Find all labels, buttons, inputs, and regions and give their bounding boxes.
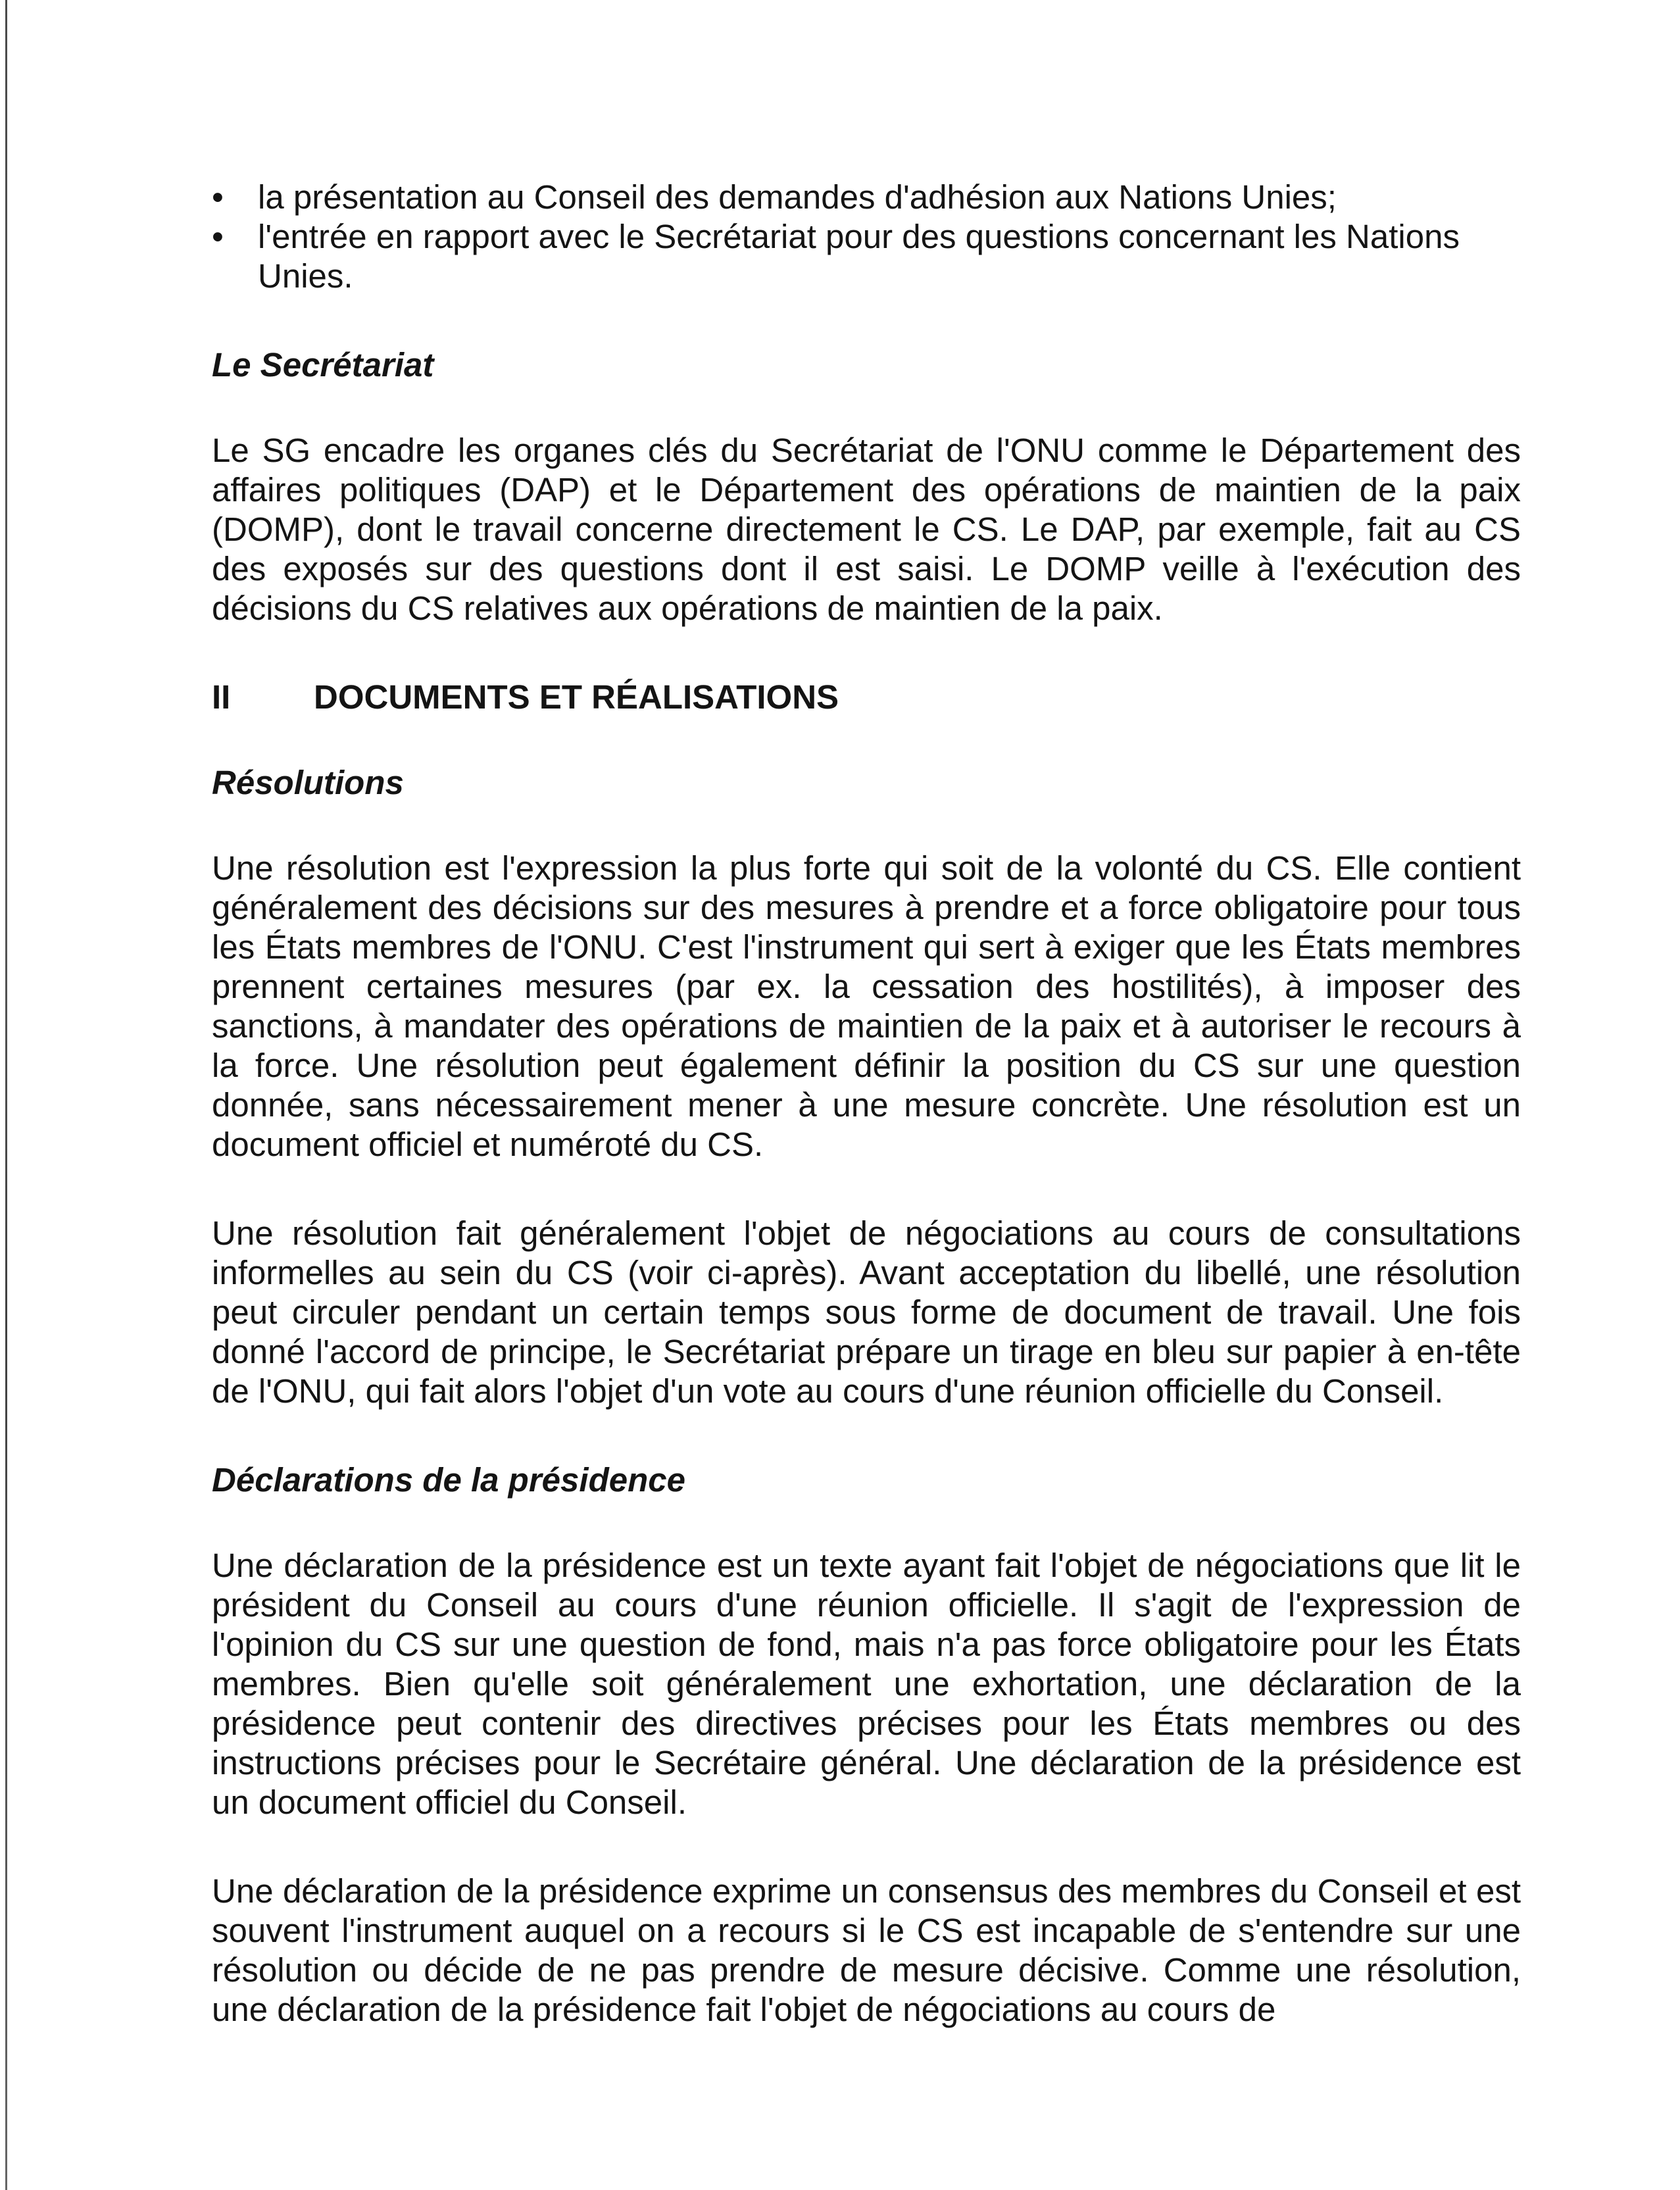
- declarations-paragraph: Une déclaration de la présidence exprime un consensus des membres du Conseil et est souvent l'instrument auquel on a recours si le CS est incapable de s'entendre sur une résolution ou décide de ne pas prendre de mesure décisive. Comme une résolution, une déclaration de la présidence fait l'objet de négociations au cours de: [212, 1872, 1521, 2028]
- secretariat-heading: Le Secrétariat: [212, 346, 434, 384]
- declarations-heading: Déclarations de la présidence: [212, 1461, 685, 1499]
- list-item: [212, 217, 1521, 296]
- section-number: II: [212, 678, 231, 716]
- bullet-icon: •: [212, 178, 224, 216]
- resolutions-paragraph: Une résolution est l'expression la plus forte qui soit de la volonté du CS. Elle contient généralement des décisions sur des mesures à prendre et a force obligatoire pour tous les États membres de l'ONU. C'est l'instrument qui sert à exiger que les États membres prennent certaines mesures (par ex. la cessation des hostilités), à imposer des sanctions, à mandater des opérations de maintien de la paix et à autoriser le recours à la force. Une résolution peut également définir la position du CS sur une question donnée, sans nécessairement mener à une mesure concrète. Une résolution est un document officiel et numéroté du CS.: [212, 849, 1521, 1163]
- list-item-text: la présentation au Conseil des demandes d'adhésion aux Nations Unies;: [258, 178, 1337, 216]
- resolutions-paragraph: Une résolution fait généralement l'objet de négociations au cours de consultations informelles au sein du CS (voir ci-après). Avant acceptation du libellé, une résolution peut circuler pendant un certain temps sous forme de document de travail. Une fois donné l'accord de principe, le Secrétariat prépare un tirage en bleu sur papier à en-tête de l'ONU, qui fait alors l'objet d'un vote au cours d'une réunion officielle du Conseil.: [212, 1214, 1521, 1410]
- bullet-icon: •: [212, 218, 224, 255]
- section-heading: [212, 678, 1521, 717]
- list-item: [212, 178, 1521, 217]
- document-page: [212, 178, 1521, 2029]
- declarations-paragraph: Une déclaration de la présidence est un texte ayant fait l'objet de négociations que lit le président du Conseil au cours d'une réunion officielle. Il s'agit de l'expression de l'opinion du CS sur une question de fond, mais n'a pas force obligatoire pour les États membres. Bien qu'elle soit généralement une exhortation, une déclaration de la présidence peut contenir des directives précises pour les États membres ou des instructions précises pour le Secrétaire général. Une déclaration de la présidence est un document officiel du Conseil.: [212, 1547, 1521, 1821]
- secretariat-paragraph: Le SG encadre les organes clés du Secrétariat de l'ONU comme le Département des affaires politiques (DAP) et le Département des opérations de maintien de la paix (DOMP), dont le travail concerne directement le CS. Le DAP, par exemple, fait au CS des exposés sur des questions dont il est saisi. Le DOMP veille à l'exécution des décisions du CS relatives aux opérations de maintien de la paix.: [212, 432, 1521, 627]
- bullet-list: [212, 178, 1521, 296]
- resolutions-heading: Résolutions: [212, 764, 404, 801]
- section-title: DOCUMENTS ET RÉALISATIONS: [314, 678, 839, 716]
- scan-edge-shadow: [5, 0, 7, 2190]
- list-item-text: l'entrée en rapport avec le Secrétariat pour des questions concernant les Nations Unies.: [258, 218, 1460, 295]
